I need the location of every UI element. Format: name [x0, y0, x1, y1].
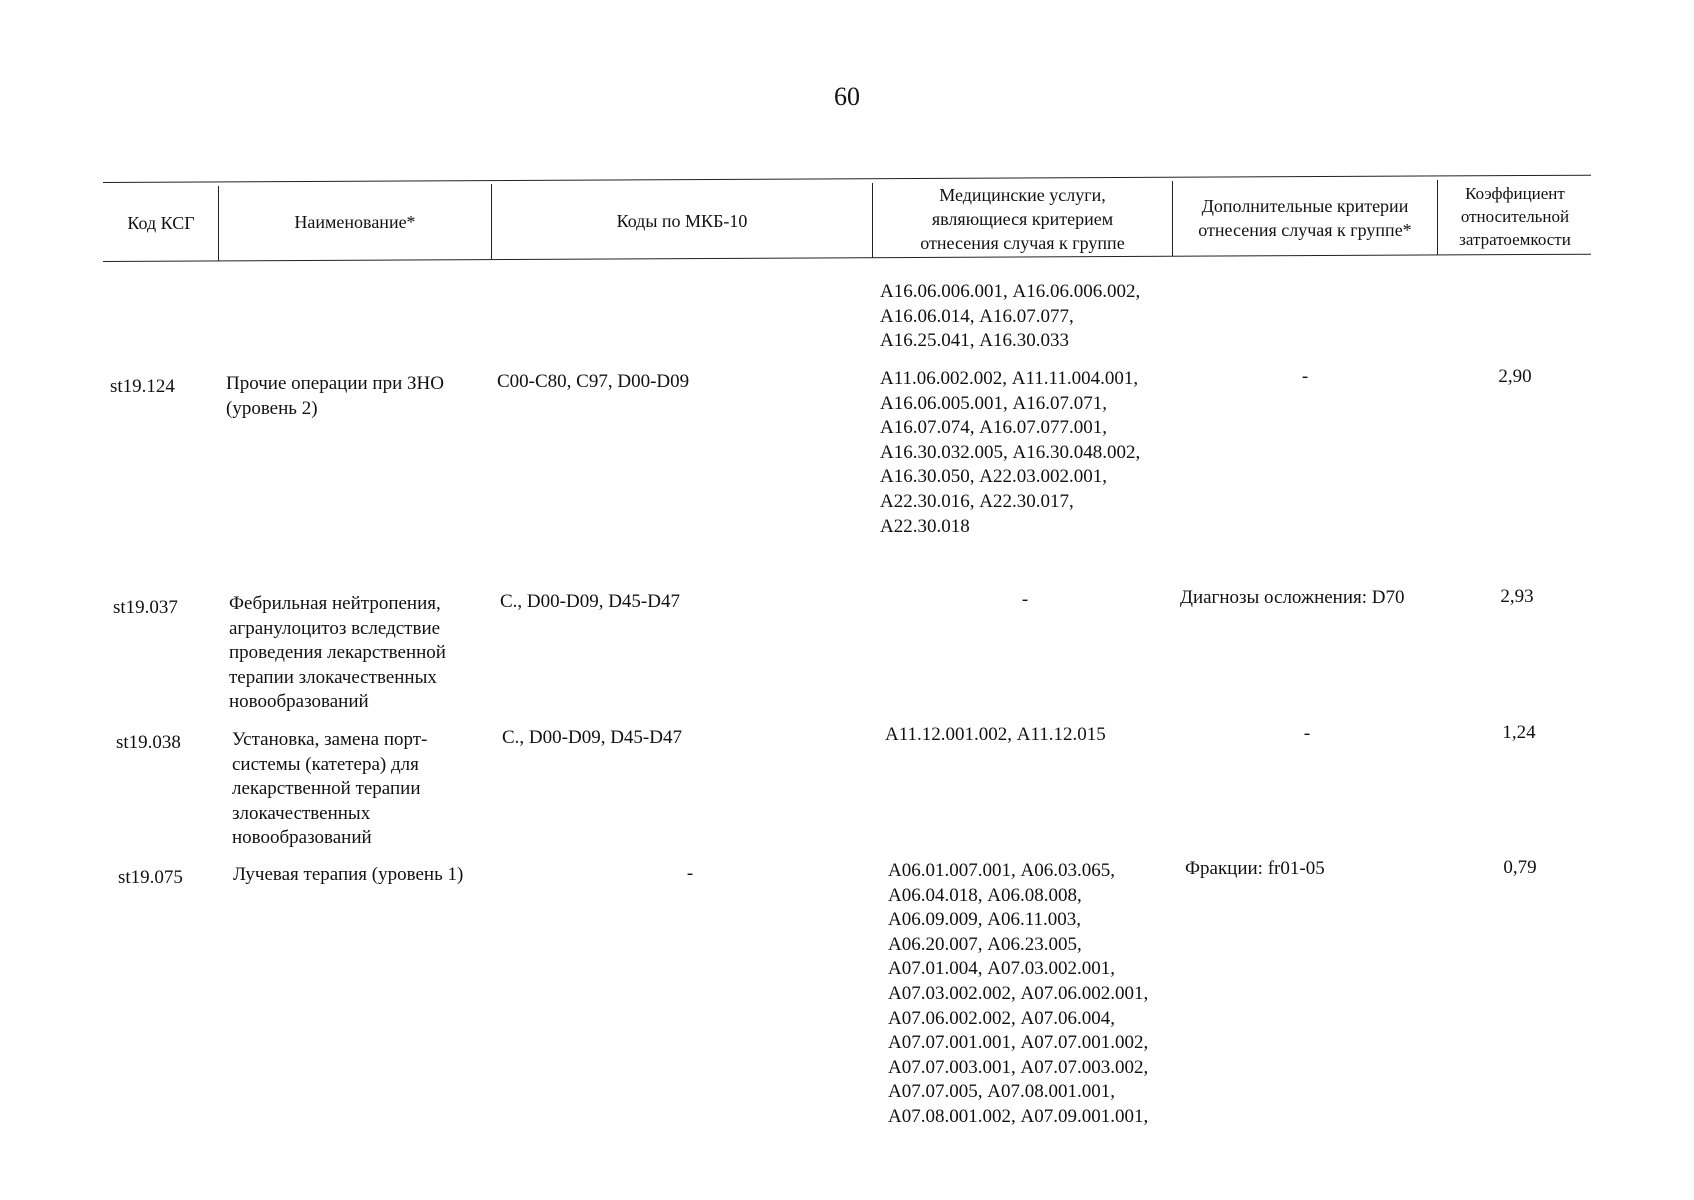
row-name: Прочие операции при ЗНО (уровень 2)	[226, 373, 444, 419]
row-name: Установка, замена порт- системы (катетера) для лекарственной терапии злокачественных новообразований	[232, 729, 428, 849]
row-coef: 0,79	[1503, 857, 1537, 878]
header-coef: Коэффициент относительной затратоемкости	[1459, 183, 1571, 249]
row-code: st19.038	[116, 732, 181, 753]
row-coef: 2,93	[1500, 586, 1534, 607]
row-criteria: Фракции: fr01-05	[1185, 858, 1325, 879]
row-code: st19.124	[110, 376, 175, 397]
row-code: st19.037	[113, 597, 178, 618]
row-services: А11.06.002.002, А11.11.004.001, А16.06.005.001, А16.07.071, А16.07.074, А16.07.077.001, А16.30.032.005, А16.30.048.002, А16.30.050, А22.03.002.001, А22.30.016, А22.30.017, А22.30.018	[880, 368, 1141, 537]
page-number: 60	[834, 82, 860, 111]
header-divider	[1437, 180, 1438, 255]
header-mkb: Коды по МКБ-10	[616, 211, 748, 231]
row-criteria: -	[1301, 366, 1309, 387]
header-code: Код КСГ	[127, 213, 195, 233]
row-mkb: C00-C80, C97, D00-D09	[497, 371, 690, 392]
header-services: Медицинские услуги, являющиеся критерием отнесения случая к группе	[920, 185, 1125, 253]
row-name: Фебрильная нейтропения, агранулоцитоз вследствие проведения лекарственной терапии злокачественных новообразований	[229, 593, 446, 713]
row-criteria: Диагнозы осложнения: D70	[1180, 587, 1405, 608]
header-divider	[218, 186, 219, 261]
row-services: А11.12.001.002, А11.12.015	[885, 724, 1106, 745]
header-divider	[491, 184, 492, 259]
row-criteria: -	[1303, 723, 1311, 744]
header-name: Наименование*	[294, 212, 416, 232]
row-coef: 1,24	[1502, 722, 1536, 743]
row-mkb: С., D00-D09, D45-D47	[500, 591, 680, 612]
header-criteria: Дополнительные критерии отнесения случая к группе*	[1198, 196, 1412, 240]
row-mkb: С., D00-D09, D45-D47	[502, 727, 682, 748]
row-name: Лучевая терапия (уровень 1)	[233, 864, 464, 885]
row-services: -	[1021, 589, 1029, 610]
prev-services: А16.06.006.001, А16.06.006.002, А16.06.014, А16.07.077, А16.25.041, А16.30.033	[880, 281, 1141, 352]
row-mkb: -	[686, 863, 694, 884]
row-services: А06.01.007.001, А06.03.065, А06.04.018, А06.08.008, А06.09.009, А06.11.003, А06.20.007, А06.23.005, А07.01.004, А07.03.002.001, А07.03.002.002, А07.06.002.001, А07.06.002.002, А07.06.004, А07.07.001.001, А07.07.001.002, А07.07.003.001, А07.07.003.002, А07.07.005, А07.08.001.001, А07.08.001.002, А07.09.001.001,	[888, 860, 1149, 1127]
row-coef: 2,90	[1498, 366, 1532, 387]
header-divider	[872, 183, 873, 258]
header-divider	[1172, 181, 1173, 256]
row-code: st19.075	[118, 867, 183, 888]
